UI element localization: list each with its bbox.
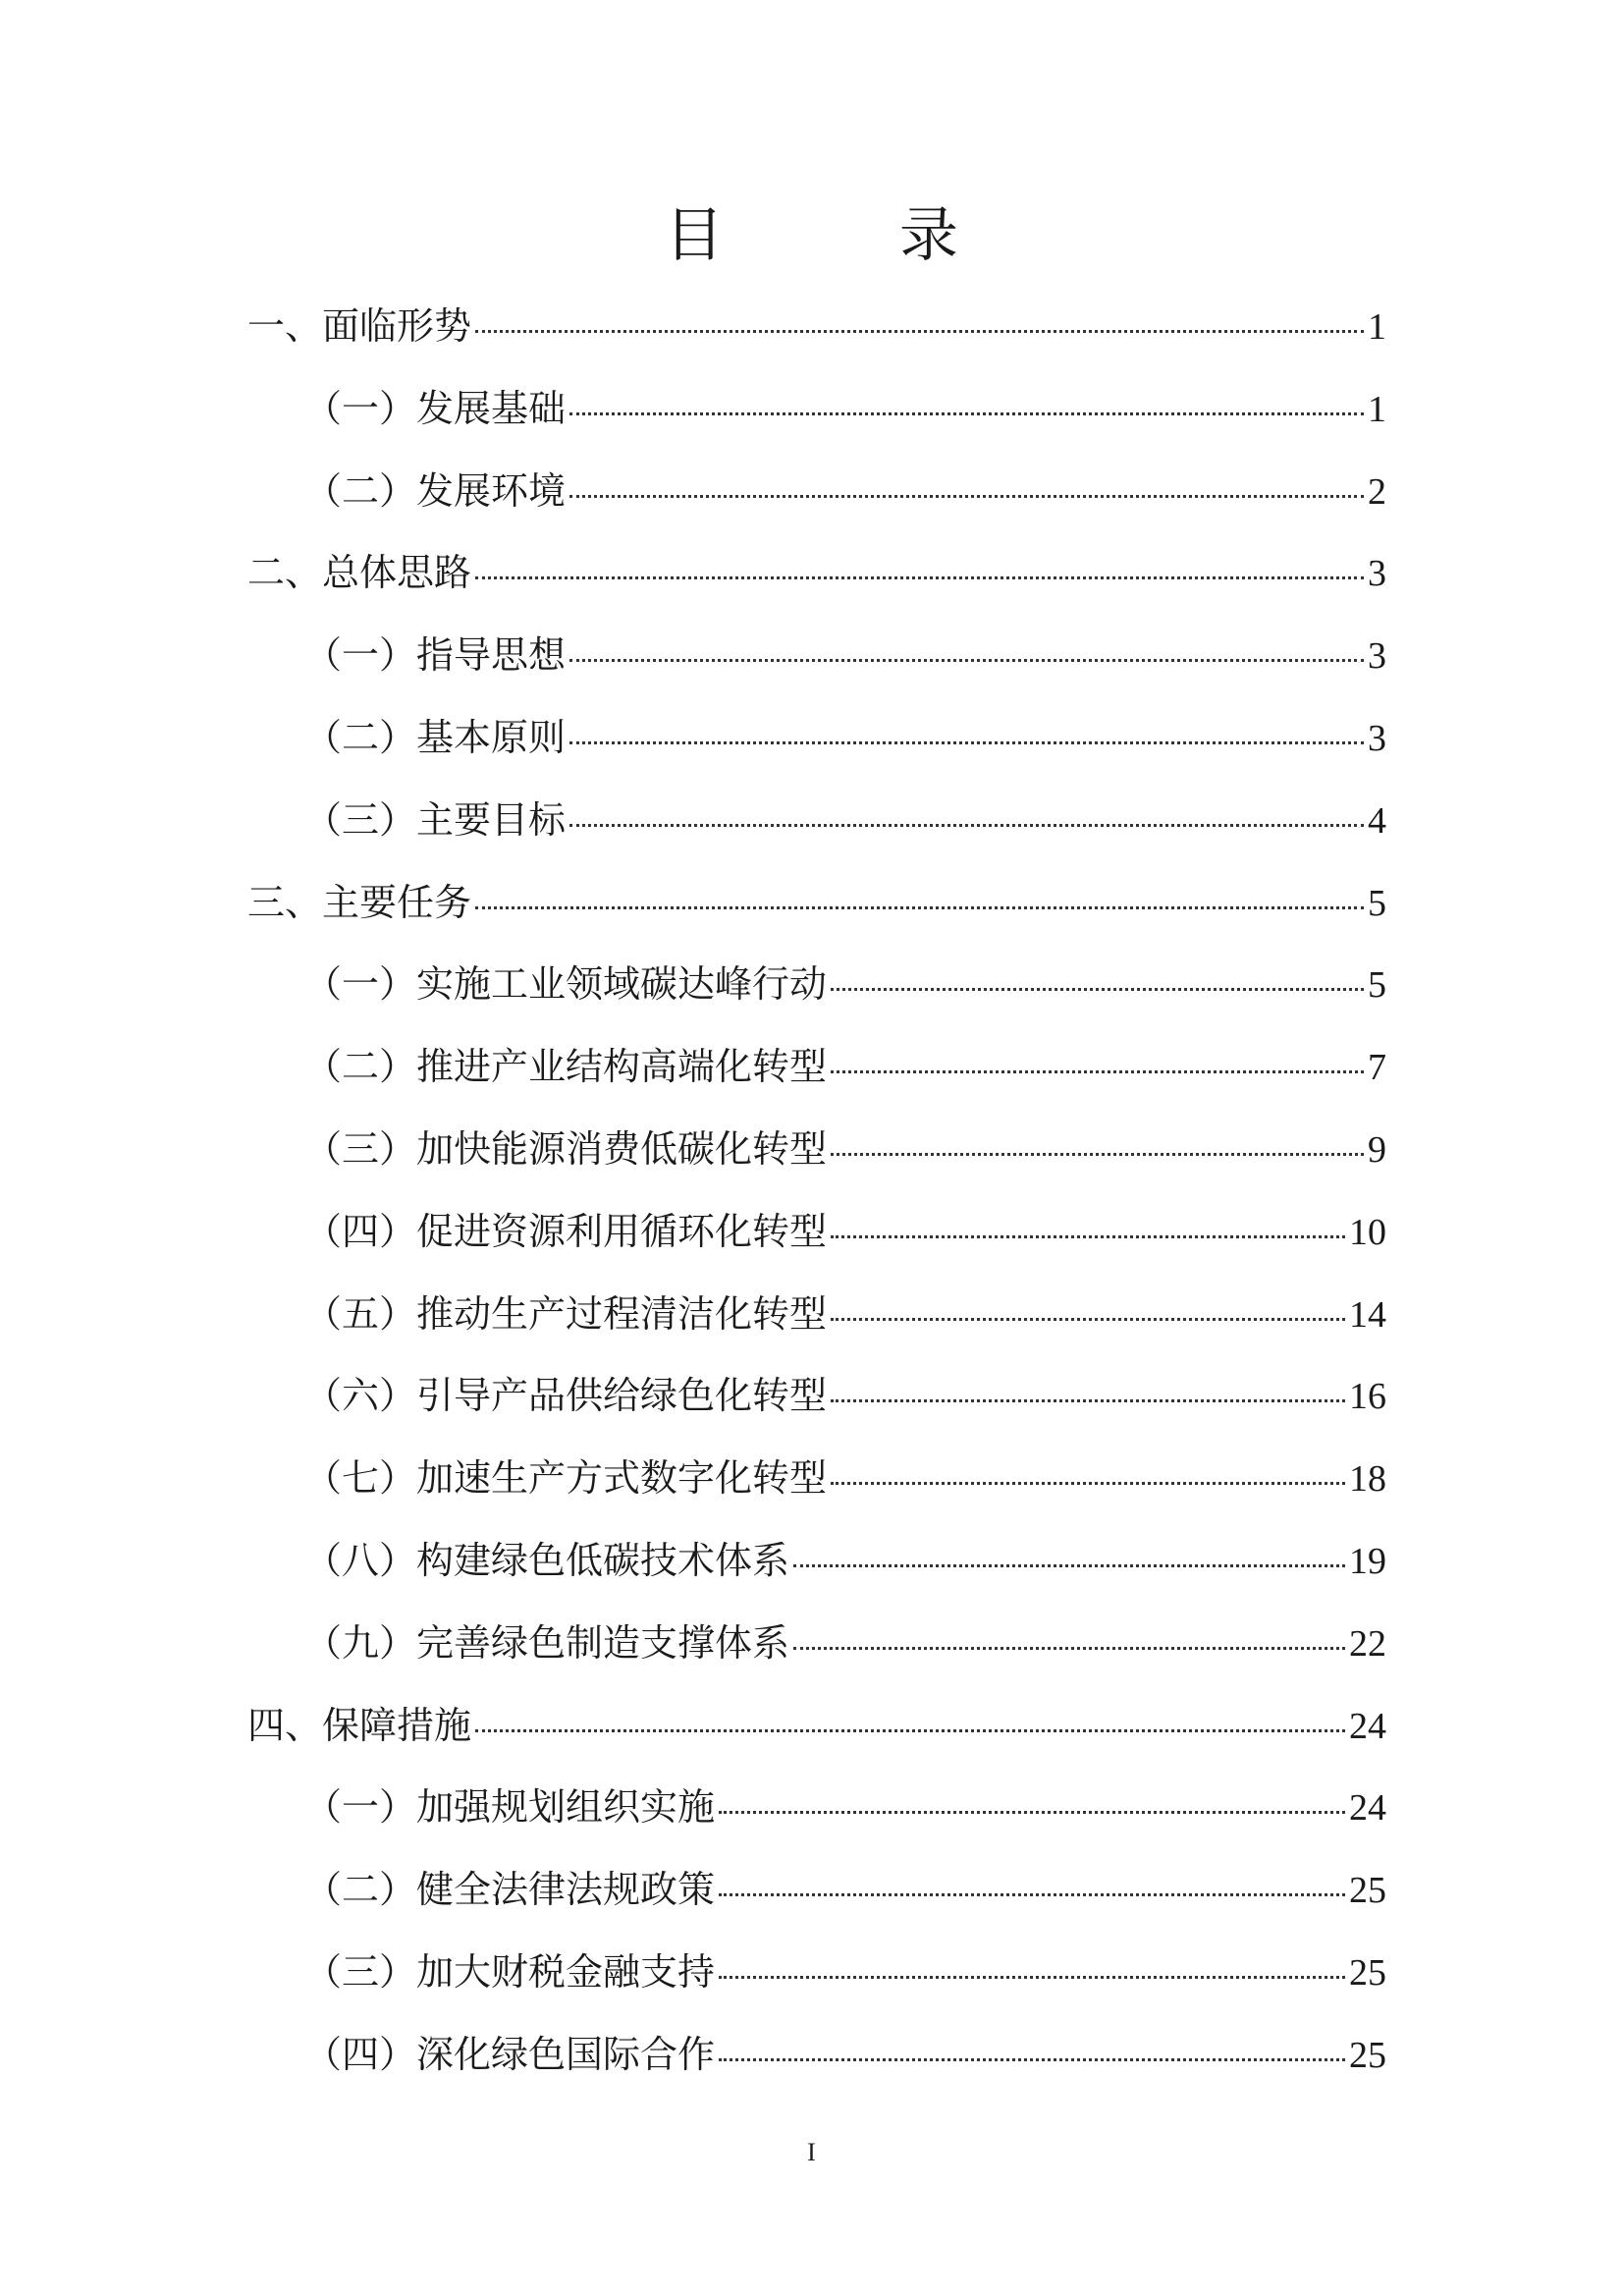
toc-entry-label[interactable]: （二）基本原则 [304, 715, 567, 759]
dot-leader [831, 988, 1364, 991]
toc-subsection-entry[interactable] [247, 1860, 1386, 1942]
toc-entry-label[interactable]: （一）指导思想 [304, 633, 567, 678]
toc-entry-page-number[interactable]: 25 [1349, 1951, 1386, 1994]
toc-entry-page-number[interactable]: 25 [1349, 1870, 1386, 1912]
toc-subsection-entry[interactable] [247, 1613, 1386, 1696]
toc-entry-page-number[interactable]: 9 [1368, 1128, 1386, 1171]
dot-leader [569, 659, 1364, 662]
toc-entry-label[interactable]: （一）发展基础 [304, 386, 567, 430]
toc-entry-page-number[interactable]: 3 [1368, 717, 1386, 759]
toc-entry-page-number[interactable]: 24 [1349, 1787, 1386, 1830]
dot-leader [831, 1318, 1345, 1321]
toc-entry-label[interactable]: （四）促进资源利用循环化转型 [304, 1209, 828, 1253]
toc-section-entry[interactable] [247, 873, 1386, 956]
toc-subsection-entry[interactable] [247, 708, 1386, 791]
dot-leader [793, 1647, 1345, 1650]
toc-subsection-entry[interactable] [247, 1942, 1386, 2025]
toc-entry-page-number[interactable]: 16 [1349, 1376, 1386, 1418]
toc-entry-label[interactable]: 三、主要任务 [247, 880, 472, 924]
toc-subsection-entry[interactable] [247, 1366, 1386, 1449]
dot-leader [719, 2058, 1345, 2061]
toc-entry-label[interactable]: （七）加速生产方式数字化转型 [304, 1456, 828, 1501]
toc-entry-label[interactable]: 四、保障措施 [247, 1703, 472, 1747]
toc-subsection-entry[interactable] [247, 1449, 1386, 1531]
toc-entry-label[interactable]: 二、总体思路 [247, 551, 472, 595]
toc-entry-label[interactable]: （二）发展环境 [304, 468, 567, 513]
dot-leader [831, 1235, 1345, 1238]
dot-leader [569, 824, 1364, 827]
toc-subsection-entry[interactable] [247, 2025, 1386, 2107]
toc-entry-page-number[interactable]: 18 [1349, 1458, 1386, 1501]
dot-leader [793, 1564, 1345, 1567]
toc-entry-label[interactable]: （二）推进产业结构高端化转型 [304, 1045, 828, 1089]
toc-entry-label[interactable]: （一）实施工业领域碳达峰行动 [304, 962, 828, 1007]
toc-subsection-entry[interactable] [247, 791, 1386, 873]
toc-subsection-entry[interactable] [247, 626, 1386, 708]
toc-entry-page-number[interactable]: 3 [1368, 553, 1386, 595]
toc-entry-page-number[interactable]: 4 [1368, 799, 1386, 842]
dot-leader [831, 1399, 1345, 1402]
toc-section-entry[interactable] [247, 1696, 1386, 1778]
toc-entry-label[interactable]: （九）完善绿色制造支撑体系 [304, 1620, 790, 1665]
toc-entry-page-number[interactable]: 25 [1349, 2034, 1386, 2076]
dot-leader [475, 576, 1364, 579]
dot-leader [475, 330, 1364, 333]
toc-entry-page-number[interactable]: 5 [1368, 882, 1386, 924]
toc-subsection-entry[interactable] [247, 1285, 1386, 1367]
dot-leader [475, 1729, 1345, 1732]
toc-subsection-entry[interactable] [247, 1037, 1386, 1120]
toc-subsection-entry[interactable] [247, 955, 1386, 1037]
toc-subsection-entry[interactable] [247, 1202, 1386, 1285]
dot-leader [831, 1153, 1364, 1156]
page-number-footer: I [807, 2138, 816, 2166]
toc-entry-page-number[interactable]: 22 [1349, 1622, 1386, 1665]
page-title: 目 录 [664, 201, 1038, 270]
dot-leader [831, 1482, 1345, 1485]
toc-entry-page-number[interactable]: 24 [1349, 1705, 1386, 1747]
dot-leader [569, 741, 1364, 744]
toc-entry-page-number[interactable]: 5 [1368, 964, 1386, 1007]
toc-entry-page-number[interactable]: 2 [1368, 470, 1386, 513]
toc-section-entry[interactable] [247, 543, 1386, 626]
toc-entry-label[interactable]: （八）构建绿色低碳技术体系 [304, 1538, 790, 1582]
toc-subsection-entry[interactable] [247, 462, 1386, 544]
toc-entry-label[interactable]: （三）加大财税金融支持 [304, 1949, 716, 1994]
toc-subsection-entry[interactable] [247, 1777, 1386, 1860]
toc-subsection-entry[interactable] [247, 1531, 1386, 1613]
dot-leader [719, 1811, 1345, 1814]
toc-subsection-entry[interactable] [247, 379, 1386, 462]
toc-entry-page-number[interactable]: 1 [1368, 306, 1386, 348]
toc-entry-page-number[interactable]: 19 [1349, 1540, 1386, 1582]
dot-leader [719, 1976, 1345, 1979]
dot-leader [569, 412, 1364, 415]
toc-subsection-entry[interactable] [247, 1120, 1386, 1202]
toc-entry-label[interactable]: 一、面临形势 [247, 304, 472, 348]
toc-entry-page-number[interactable]: 1 [1368, 388, 1386, 430]
dot-leader [719, 1893, 1345, 1896]
table-of-contents [247, 297, 1386, 2107]
dot-leader [831, 1070, 1364, 1073]
toc-entry-page-number[interactable]: 10 [1349, 1211, 1386, 1253]
toc-entry-label[interactable]: （一）加强规划组织实施 [304, 1785, 716, 1830]
dot-leader [569, 495, 1364, 498]
toc-entry-label[interactable]: （三）加快能源消费低碳化转型 [304, 1126, 828, 1171]
toc-section-entry[interactable] [247, 297, 1386, 379]
toc-entry-label[interactable]: （六）引导产品供给绿色化转型 [304, 1374, 828, 1418]
toc-entry-label[interactable]: （五）推动生产过程清洁化转型 [304, 1291, 828, 1336]
dot-leader [475, 906, 1364, 909]
toc-entry-page-number[interactable]: 3 [1368, 635, 1386, 678]
toc-entry-page-number[interactable]: 7 [1368, 1047, 1386, 1089]
toc-entry-label[interactable]: （三）主要目标 [304, 797, 567, 842]
toc-entry-page-number[interactable]: 14 [1349, 1293, 1386, 1336]
toc-entry-label[interactable]: （二）健全法律法规政策 [304, 1868, 716, 1912]
toc-entry-label[interactable]: （四）深化绿色国际合作 [304, 2032, 716, 2076]
